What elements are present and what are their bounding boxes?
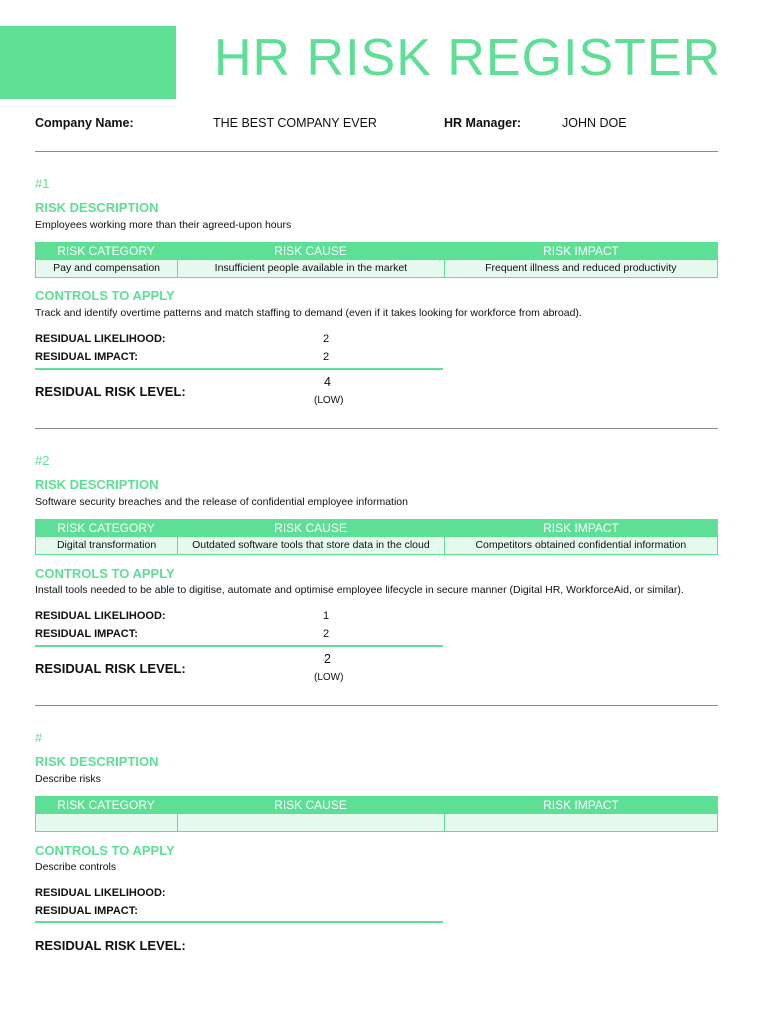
- risk-table-row: [35, 814, 718, 832]
- section-divider: [35, 428, 718, 429]
- risk-table: [35, 242, 718, 278]
- residual-impact-label: RESIDUAL IMPACT:: [35, 905, 138, 917]
- hr-manager-label: HR Manager:: [444, 116, 522, 130]
- risk-description-text: Employees working more than their agreed-upon hours: [35, 219, 292, 231]
- risk-table: [35, 796, 718, 832]
- company-name-value: THE BEST COMPANY EVER: [213, 116, 377, 130]
- residual-impact-value: 2: [323, 351, 330, 363]
- risk-cause-header: RISK CAUSE: [274, 798, 347, 812]
- residual-risk-level-text: (LOW): [314, 672, 344, 683]
- risk-impact-header: RISK IMPACT: [543, 521, 619, 535]
- residual-risk-level-value: 2: [324, 652, 331, 666]
- risk-cause-cell: Insufficient people available in the market: [177, 260, 444, 278]
- risk-description-heading: RISK DESCRIPTION: [35, 754, 159, 769]
- residual-impact-value: 2: [323, 628, 330, 640]
- section-divider: [35, 151, 718, 152]
- residual-likelihood-label: RESIDUAL LIKELIHOOD:: [35, 333, 166, 345]
- residual-risk-level-text: (LOW): [314, 395, 344, 406]
- controls-heading: CONTROLS TO APPLY: [35, 843, 175, 858]
- risk-number: #1: [35, 176, 50, 191]
- risk-table-header: [35, 242, 718, 260]
- risk-cause-header: RISK CAUSE: [274, 521, 347, 535]
- residual-likelihood-label: RESIDUAL LIKELIHOOD:: [35, 887, 166, 899]
- risk-number: #: [35, 730, 43, 745]
- controls-text: Describe controls: [35, 861, 117, 873]
- risk-cause-cell: Outdated software tools that store data in the cloud: [177, 537, 444, 555]
- risk-category-header: RISK CATEGORY: [57, 244, 155, 258]
- header-accent-block: [0, 26, 176, 99]
- residual-divider: [35, 645, 443, 647]
- controls-heading: CONTROLS TO APPLY: [35, 566, 175, 581]
- risk-category-cell: Digital transformation: [35, 537, 178, 555]
- risk-description-heading: RISK DESCRIPTION: [35, 477, 159, 492]
- risk-table-row: [35, 260, 718, 278]
- residual-risk-level-label: RESIDUAL RISK LEVEL:: [35, 661, 186, 676]
- risk-impact-header: RISK IMPACT: [543, 244, 619, 258]
- controls-text: Install tools needed to be able to digitise, automate and optimise employee lifecycle in secure manner (Digital HR, WorkforceAid, or similar).: [35, 584, 684, 596]
- risk-description-heading: RISK DESCRIPTION: [35, 200, 159, 215]
- risk-description-text: Software security breaches and the release of confidential employee information: [35, 496, 408, 508]
- risk-number: #2: [35, 453, 50, 468]
- residual-risk-level-label: RESIDUAL RISK LEVEL:: [35, 384, 186, 399]
- risk-impact-cell: [444, 814, 718, 832]
- risk-category-cell: [35, 814, 178, 832]
- risk-table-header: [35, 796, 718, 814]
- risk-category-header: RISK CATEGORY: [57, 798, 155, 812]
- risk-entry: [35, 730, 718, 980]
- risk-cause-cell: [177, 814, 444, 832]
- residual-risk-level-label: RESIDUAL RISK LEVEL:: [35, 938, 186, 953]
- residual-impact-label: RESIDUAL IMPACT:: [35, 351, 138, 363]
- residual-risk-level-value: 4: [324, 375, 331, 389]
- company-info-row: [35, 116, 718, 134]
- residual-likelihood-label: RESIDUAL LIKELIHOOD:: [35, 610, 166, 622]
- controls-text: Track and identify overtime patterns and match staffing to demand (even if it takes looking for workforce from abroad).: [35, 307, 582, 319]
- hr-manager-value: JOHN DOE: [562, 116, 627, 130]
- risk-entry: [35, 176, 718, 426]
- risk-impact-cell: Competitors obtained confidential information: [444, 537, 718, 555]
- risk-impact-cell: Frequent illness and reduced productivity: [444, 260, 718, 278]
- residual-divider: [35, 921, 443, 923]
- risk-entry: [35, 453, 718, 703]
- risk-cause-header: RISK CAUSE: [274, 244, 347, 258]
- risk-category-header: RISK CATEGORY: [57, 521, 155, 535]
- risk-table: [35, 519, 718, 555]
- residual-divider: [35, 368, 443, 370]
- risk-impact-header: RISK IMPACT: [543, 798, 619, 812]
- section-divider: [35, 705, 718, 706]
- risk-category-cell: Pay and compensation: [35, 260, 178, 278]
- risk-description-text: Describe risks: [35, 773, 101, 785]
- page-title: HR RISK REGISTER: [214, 29, 722, 87]
- risk-table-row: [35, 537, 718, 555]
- risk-table-header: [35, 519, 718, 537]
- controls-heading: CONTROLS TO APPLY: [35, 288, 175, 303]
- company-name-label: Company Name:: [35, 116, 134, 130]
- residual-impact-label: RESIDUAL IMPACT:: [35, 628, 138, 640]
- residual-likelihood-value: 1: [323, 610, 330, 622]
- residual-likelihood-value: 2: [323, 333, 330, 345]
